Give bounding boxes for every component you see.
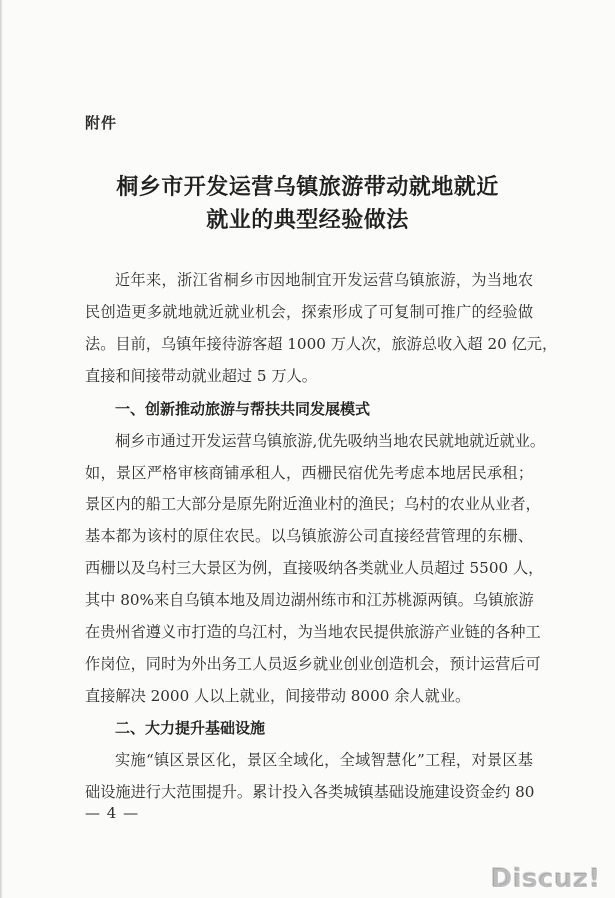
watermark-logo: Discuz!: [490, 864, 601, 894]
section1-line: 在贵州省遵义市打造的乌江村，为当地农民提供旅游产业链的各种工: [85, 623, 541, 641]
intro-line: 法。目前，乌镇年接待游客超 1000 万人次，旅游总收入超 20 亿元，: [85, 335, 558, 353]
document-title-line-1: 桐乡市开发运营乌镇旅游带动就地就近: [116, 174, 499, 200]
section1-line: 其中 80%来自乌镇本地及周边湖州练市和江苏桃源两镇。乌镇旅游: [85, 591, 534, 609]
section1-line: 直接解决 2000 人以上就业，间接带动 8000 余人就业。: [85, 687, 471, 705]
section1-line: 桐乡市通过开发运营乌镇旅游,优先吸纳当地农民就地就近就业。: [115, 432, 546, 450]
section1-line: 作岗位，同时为外出务工人员返乡就业创业创造机会，预计运营后可: [85, 655, 541, 673]
section1-line: 基本都为该村的原住农民。以乌镇旅游公司直接经营管理的东栅、: [85, 527, 533, 545]
intro-line: 直接和间接带动就业超过 5 万人。: [85, 367, 317, 385]
section-heading-1: 一、创新推动旅游与帮扶共同发展模式: [115, 400, 371, 418]
section2-line: 础设施进行大范围提升。累计投入各类城镇基础设施建设资金约 80: [85, 783, 535, 801]
intro-line: 近年来，浙江省桐乡市因地制宜开发运营乌镇旅游，为当地农: [115, 271, 533, 289]
section1-line: 西栅以及乌村三大景区为例，直接吸纳各类就业人员超过 5500 人，: [85, 559, 544, 577]
section-heading-2: 二、大力提升基础设施: [115, 719, 266, 737]
section2-line: 实施“镇区景区化，景区全域化，全域智慧化”工程，对景区基: [115, 751, 533, 769]
page-number: — 4 —: [85, 804, 140, 822]
intro-line: 民创造更多就地就近就业机会，探索形成了可复制可推广的经验做: [85, 303, 533, 321]
section1-line: 景区内的船工大部分是原先附近渔业村的渔民；乌村的农业从业者，: [85, 495, 541, 513]
section1-line: 如，景区严格审核商铺承租人，西栅民宿优先考虑本地居民承租；: [85, 464, 533, 482]
attachment-label: 附件: [85, 114, 118, 132]
document-title-line-2: 就业的典型经验做法: [206, 207, 409, 233]
